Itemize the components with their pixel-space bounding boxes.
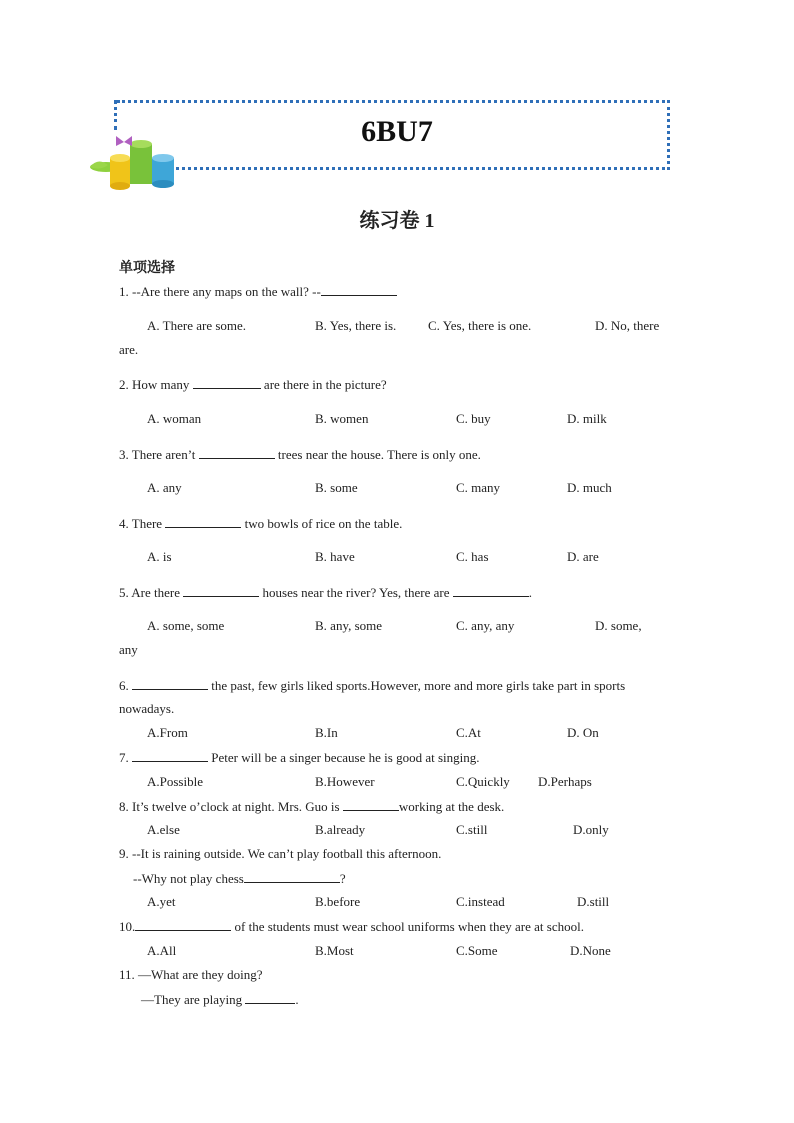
- option-b: B. some: [315, 480, 358, 495]
- option-b: B. any, some: [315, 618, 383, 633]
- option-a: A.yet: [147, 894, 176, 909]
- option-c: C.At: [456, 725, 481, 740]
- option-b: B.In: [315, 725, 338, 740]
- option-a: A. some, some: [147, 618, 225, 633]
- option-c: C. many: [456, 480, 501, 495]
- option-b: B.already: [315, 822, 366, 837]
- question-11: 11. —What are they doing?: [119, 967, 263, 982]
- page-title: 6BU7: [361, 115, 433, 148]
- option-c: C. Yes, there is one.: [428, 318, 532, 333]
- question-4: 4. There two bowls of rice on the table.: [119, 516, 403, 531]
- option-b: B. Yes, there is.: [315, 318, 397, 333]
- question-6-wrap: nowadays.: [119, 701, 175, 716]
- question-3: 3. There aren’t trees near the house. There is only one.: [119, 447, 481, 462]
- option-b: B.before: [315, 894, 361, 909]
- question-11-line2: —They are playing .: [141, 992, 299, 1007]
- option-b: B. have: [315, 549, 355, 564]
- option-c: C. buy: [456, 411, 491, 426]
- option-c: C. has: [456, 549, 489, 564]
- option-a: A.All: [147, 943, 177, 958]
- option-d: D. are: [567, 549, 599, 564]
- option-d: D. some,: [595, 618, 642, 633]
- question-8: 8. It’s twelve o’clock at night. Mrs. Guo is working at the desk.: [119, 799, 505, 814]
- option-b: B. women: [315, 411, 369, 426]
- question-2: 2. How many are there in the picture?: [119, 377, 387, 392]
- question-6: 6. the past, few girls liked sports.However, more and more girls take part in sports: [119, 678, 626, 693]
- option-a: A. There are some.: [147, 318, 247, 333]
- option-c: C.Some: [456, 943, 498, 958]
- question-5: 5. Are there houses near the river? Yes, there are .: [119, 585, 532, 600]
- page-subtitle: 练习卷 1: [359, 210, 435, 232]
- option-b: B.However: [315, 774, 375, 789]
- question-9: 9. --It is raining outside. We can’t play football this afternoon.: [119, 846, 442, 861]
- option-a: A.Possible: [147, 774, 203, 789]
- option-a: A.else: [147, 822, 180, 837]
- question-1: 1. --Are there any maps on the wall? --: [119, 283, 397, 300]
- option-c: C.still: [456, 822, 488, 837]
- option-d: D.None: [570, 943, 611, 958]
- option-d: D. milk: [567, 411, 607, 426]
- option-c: C. any, any: [456, 618, 515, 633]
- option-a: A. woman: [147, 411, 202, 426]
- option-c: C.instead: [456, 894, 505, 909]
- option-a: A. any: [147, 480, 182, 495]
- option-wrap: any: [119, 642, 138, 657]
- question-10: 10. of the students must wear school uniforms when they are at school.: [119, 919, 584, 934]
- question-7: 7. Peter will be a singer because he is good at singing.: [119, 750, 480, 765]
- section-heading: 单项选择: [119, 261, 175, 276]
- option-d: D.still: [577, 894, 610, 909]
- option-d: D.only: [573, 822, 609, 837]
- option-d: D. On: [567, 725, 599, 740]
- option-wrap: are.: [119, 342, 139, 357]
- question-9-line2: --Why not play chess ?: [133, 871, 346, 886]
- option-d: D. much: [567, 480, 612, 495]
- option-a: A.From: [147, 725, 188, 740]
- option-a: A. is: [147, 549, 172, 564]
- option-d: D. No, there: [595, 318, 660, 333]
- option-c: C.Quickly: [456, 774, 510, 789]
- option-d: D.Perhaps: [538, 774, 592, 789]
- option-b: B.Most: [315, 943, 354, 958]
